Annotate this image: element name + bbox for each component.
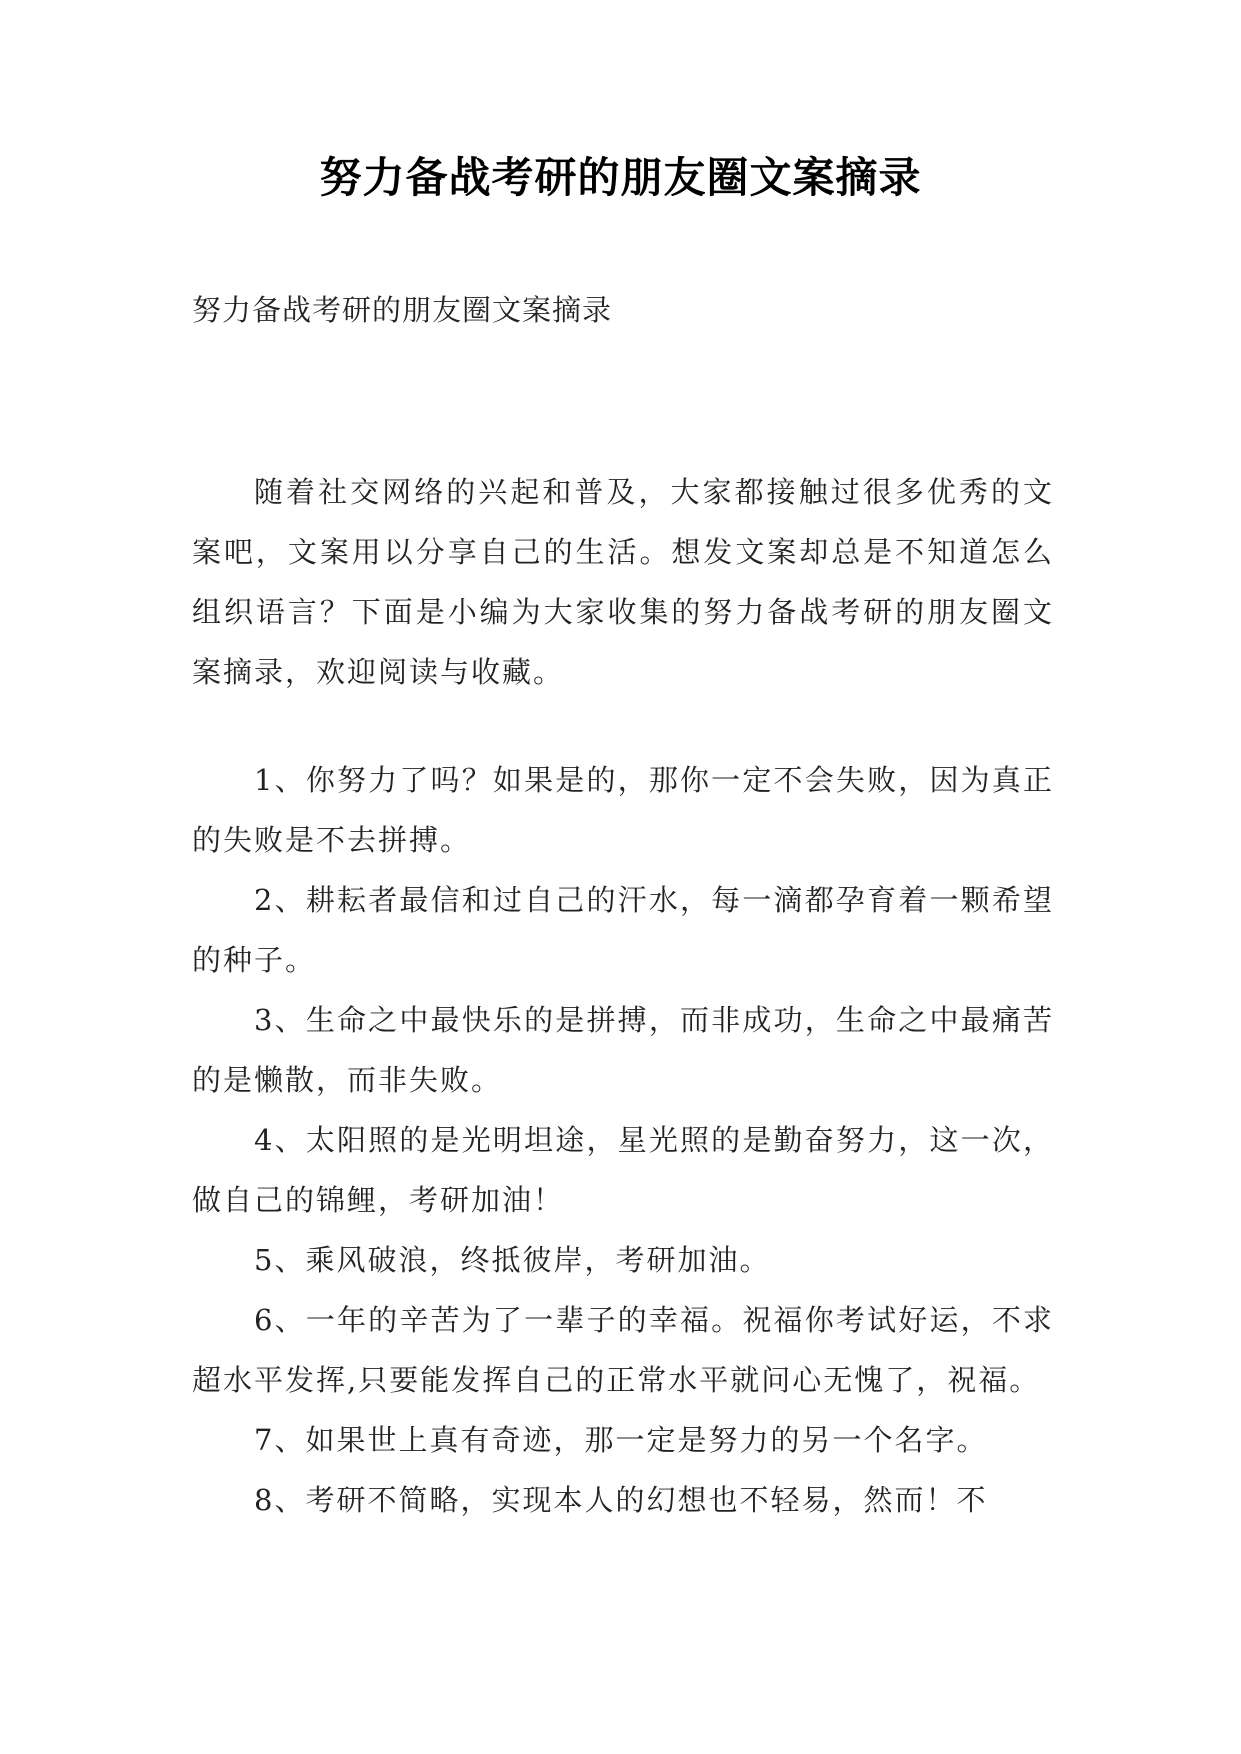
list-item: 7、如果世上真有奇迹，那一定是努力的另一个名字。 [254,1423,988,1457]
document-subtitle: 努力备战考研的朋友圈文案摘录 [192,293,613,327]
document-title: 努力备战考研的朋友圈文案摘录 [319,153,922,202]
list-item: 2、耕耘者最信和过自己的汗水，每一滴都孕育着一颗希望的种子。 [192,883,1054,977]
list-item: 4、太阳照的是光明坦途，星光照的是勤奋努力，这一次，做自己的锦鲤，考研加油！ [192,1123,1054,1217]
list-item: 1、你努力了吗？如果是的，那你一定不会失败，因为真正的失败是不去拼搏。 [192,763,1054,857]
intro-paragraph: 随着社交网络的兴起和普及，大家都接触过很多优秀的文案吧，文案用以分享自己的生活。想发文案却总是不知道怎么组织语言？下面是小编为大家收集的努力备战考研的朋友圈文案摘录，欢迎阅读与收藏。 [192,475,1054,689]
quote-list [192,750,1054,1530]
list-item: 8、考研不简略，实现本人的幻想也不轻易，然而！不 [254,1483,988,1517]
list-item: 6、一年的辛苦为了一辈子的幸福。祝福你考试好运，不求超水平发挥,只要能发挥自己的正常水平就问心无愧了，祝福。 [192,1303,1054,1397]
list-item: 3、生命之中最快乐的是拼搏，而非成功，生命之中最痛苦的是懒散，而非失败。 [192,1003,1054,1097]
list-item: 5、乘风破浪，终抵彼岸，考研加油。 [254,1243,771,1277]
intro-section [192,462,1054,702]
